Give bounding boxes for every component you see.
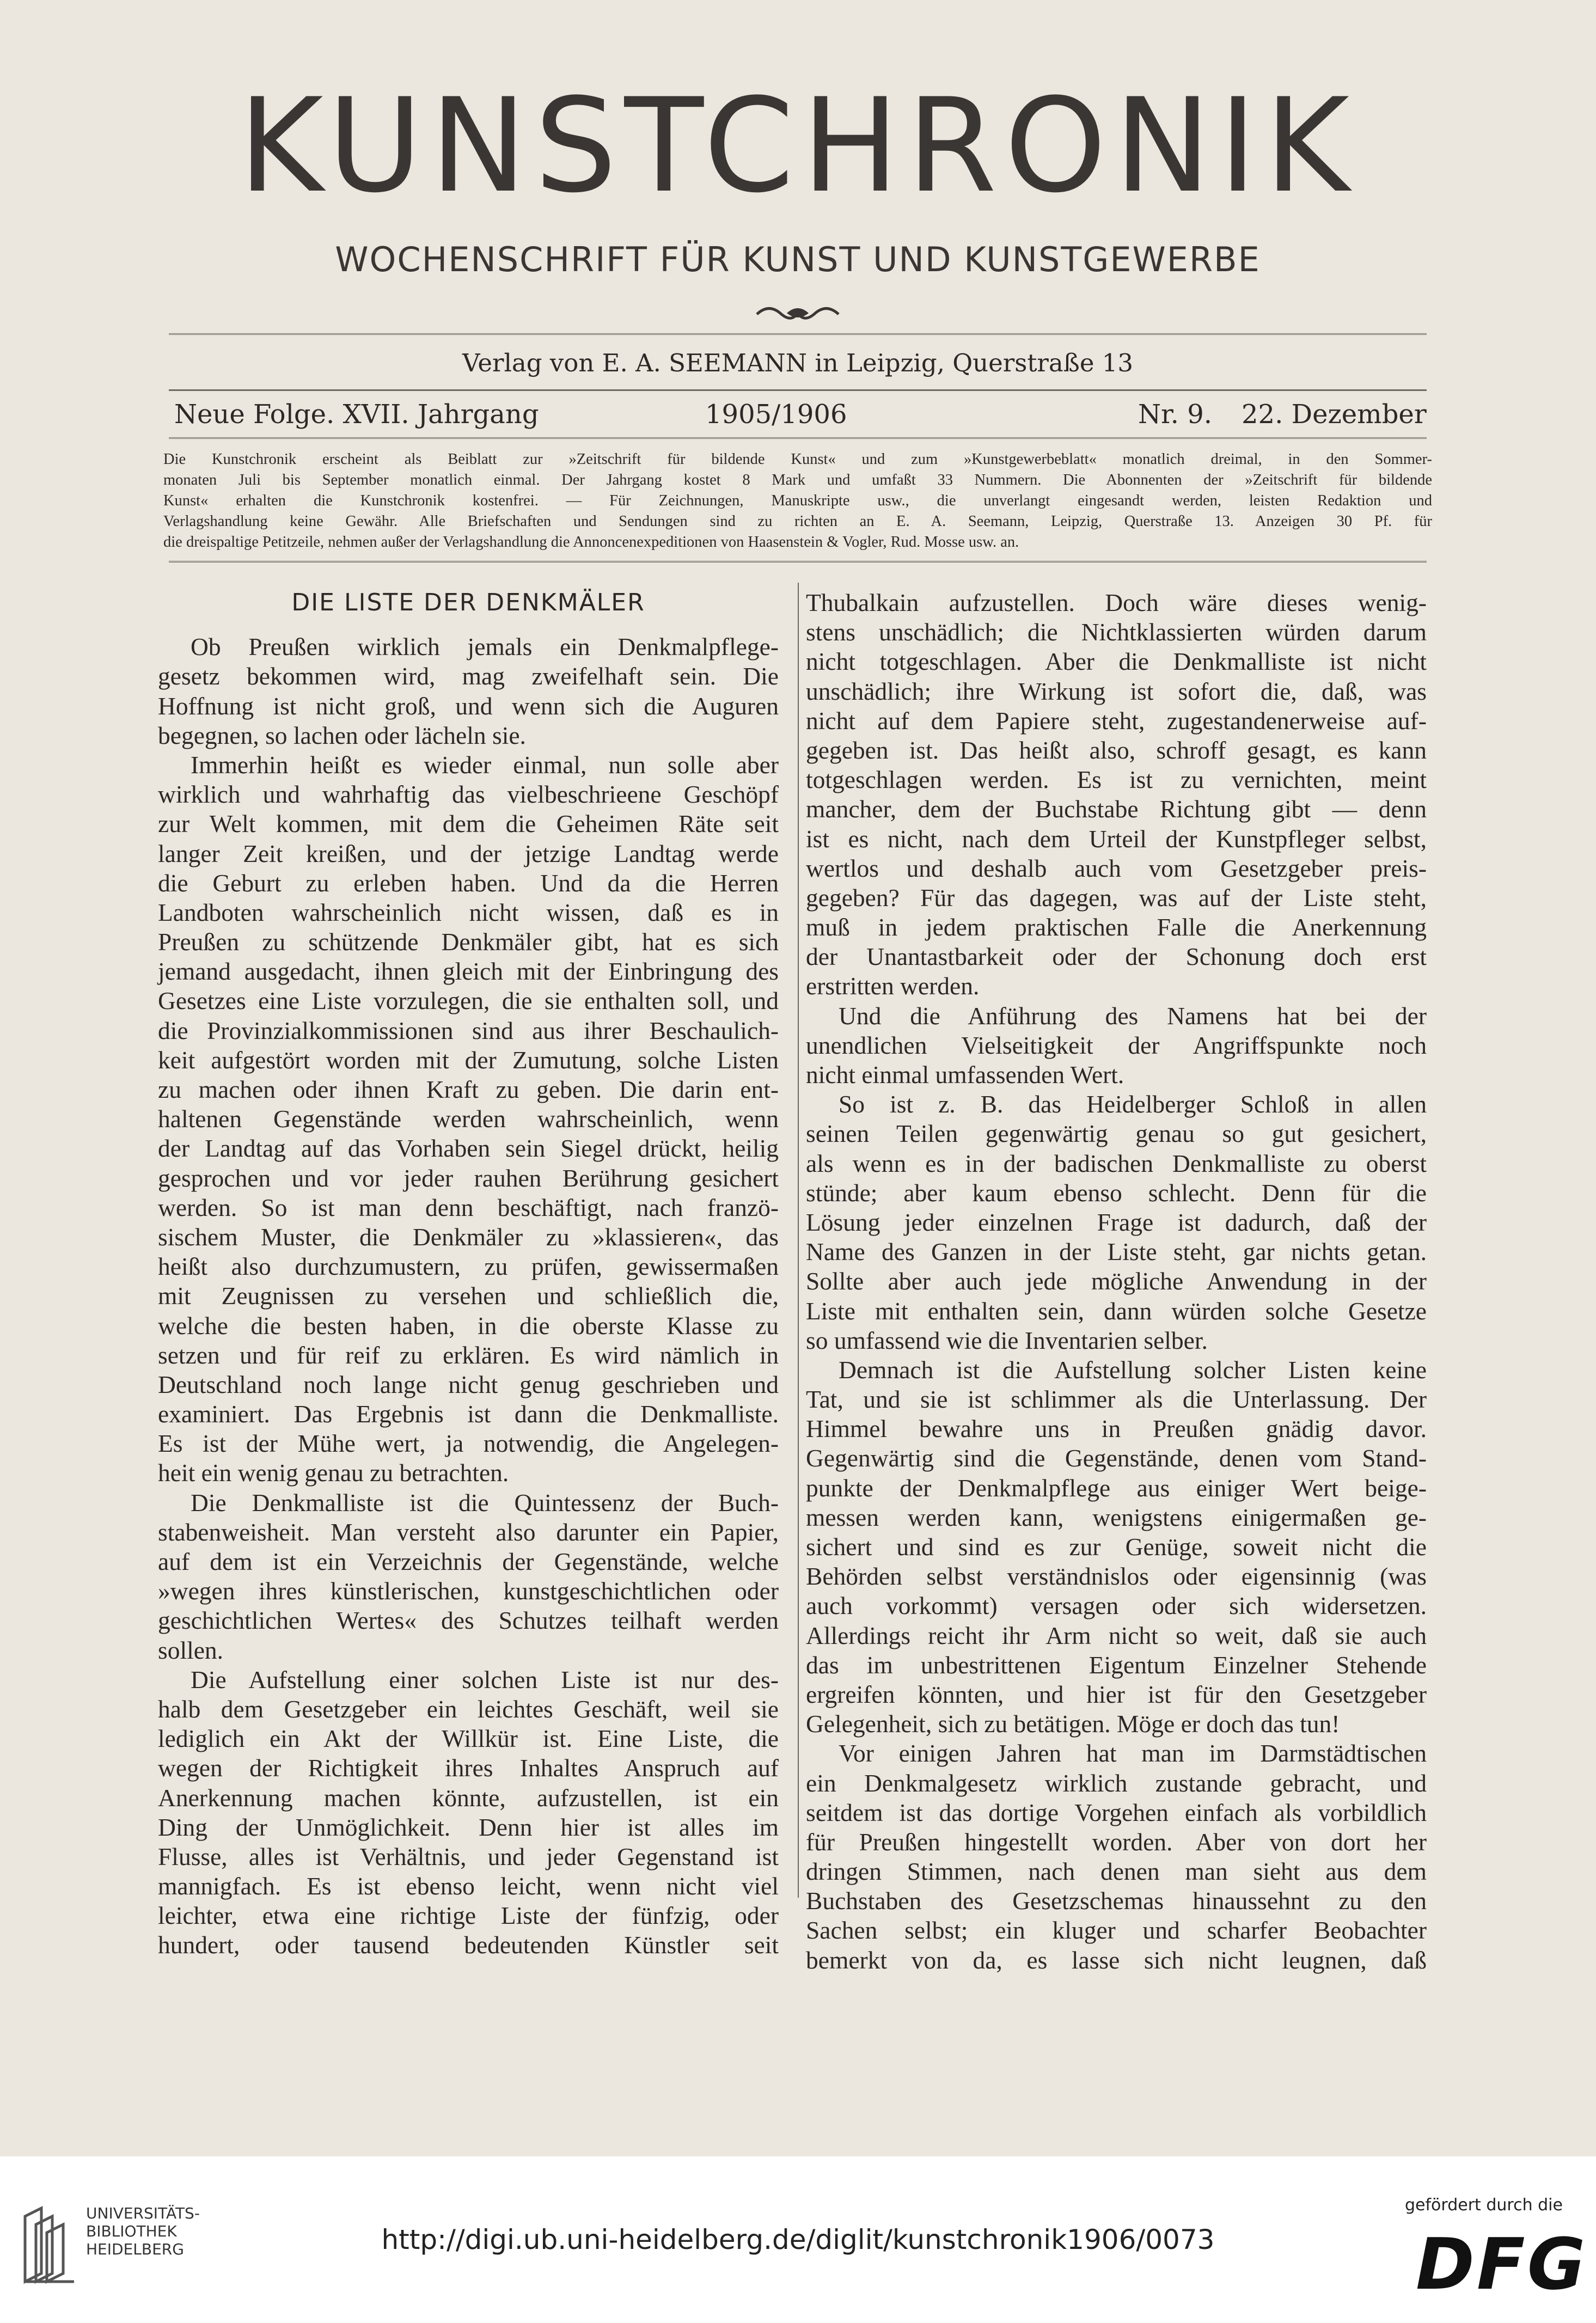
dfg-logo: DFG: [1416, 2223, 1588, 2306]
rule-top: [169, 333, 1427, 338]
text-line: sischem Muster, die Denkmäler zu »klassieren«, das: [158, 1222, 779, 1251]
text-line: Allerdings reicht ihr Arm nicht so weit, daß sie auch: [806, 1621, 1427, 1649]
text-line: Flusse, alles ist Verhältnis, und jeder Gegenstand ist: [158, 1842, 779, 1870]
text-line: heit ein wenig genau zu betrachten.: [158, 1459, 509, 1487]
text-line: bemerkt von da, es lasse sich nicht leugnen, daß: [806, 1946, 1427, 1974]
text-line: messen werden kann, wenigstens einigermaßen ge-: [806, 1503, 1427, 1531]
ornament-icon: [754, 302, 841, 324]
text-line: seinen Teilen gegenwärtig genau so gut gesichert,: [806, 1120, 1427, 1148]
text-line: heißt also durchzumustern, zu prüfen, gewissermaßen: [158, 1252, 779, 1281]
issue-series: Neue Folge. XVII. Jahrgang: [174, 399, 539, 430]
text-line: die Provinzialkommissionen sind aus ihrer Beschaulich-: [158, 1016, 779, 1044]
text-line: werden. So ist man denn beschäftigt, nach franzö-: [158, 1193, 779, 1221]
text-line: So ist z. B. das Heidelberger Schloß in allen: [839, 1090, 1427, 1118]
text-line: Lösung jeder einzelnen Frage ist dadurch, daß der: [806, 1208, 1427, 1236]
text-line: nicht totgeschlagen. Aber die Denkmalliste ist nicht: [806, 647, 1427, 676]
text-line: ein Denkmalgesetz wirklich zustande gebracht, und: [806, 1769, 1427, 1797]
text-line: Die Denkmalliste ist die Quintessenz der Buch-: [191, 1488, 779, 1517]
text-line: dringen Stimmen, nach denen man sieht aus dem: [806, 1857, 1427, 1886]
text-line: mancher, dem der Buchstabe Richtung gibt — denn: [806, 795, 1427, 823]
text-line: lediglich ein Akt der Willkür ist. Eine Liste, die: [158, 1725, 779, 1753]
text-line: Gegenwärtig sind die Gegenstände, denen vom Stand-: [806, 1444, 1427, 1472]
text-line: halb dem Gesetzgeber ein leichtes Geschäft, weil sie: [158, 1695, 779, 1723]
text-line: haltenen Gegenstände werden wahrscheinlich, wenn: [158, 1105, 779, 1133]
notice-line: monaten Juli bis September monatlich einmal. Der Jahrgang kostet 8 Mark und umfaßt 33 Nummern. Die Abonnenten der »Zeitschrift für bildende: [163, 472, 1432, 488]
text-line: Tat, und sie ist schlimmer als die Unterlassung. Der: [806, 1385, 1427, 1414]
text-line: ist es nicht, nach dem Urteil der Kunstpfleger selbst,: [806, 824, 1427, 853]
article-column-right: [806, 588, 1427, 1975]
issue-date: 22. Dezember: [1242, 399, 1427, 430]
text-line: das im unbestrittenen Eigentum Einzelner Stehende: [806, 1650, 1427, 1679]
text-line: gegeben ist. Das heißt also, schroff gesagt, es kann: [806, 736, 1427, 764]
text-line: leichter, etwa eine richtige Liste der fünfzig, oder: [158, 1902, 779, 1930]
article-heading: DIE LISTE DER DENKMÄLER: [291, 589, 645, 616]
library-line: BIBLIOTHEK: [86, 2222, 177, 2240]
text-line: unendlichen Vielseitigkeit der Angriffspunkte noch: [806, 1031, 1427, 1059]
journal-title: KUNSTCHRONIK: [238, 71, 1357, 222]
text-line: Ob Preußen wirklich jemals ein Denkmalpflege-: [191, 633, 779, 661]
text-line: der Unantastbarkeit oder der Schonung doch erst: [806, 943, 1427, 971]
text-line: auf dem ist ein Verzeichnis der Gegenstände, welche: [158, 1548, 779, 1575]
text-line: Name des Ganzen in der Liste steht, gar nichts getan.: [806, 1238, 1427, 1266]
text-line: punkte der Denkmalpflege aus einiger Wert beige-: [806, 1474, 1427, 1502]
text-line: Demnach ist die Aufstellung solcher Listen keine: [839, 1355, 1427, 1384]
text-line: gegeben? Für das dagegen, was auf der Liste steht,: [806, 883, 1427, 912]
text-line: hundert, oder tausend bedeutenden Künstler seit: [158, 1931, 779, 1959]
notice-line: Verlagshandlung keine Gewähr. Alle Briefschaften und Sendungen sind zu richten an E. A. Seemann, Leipzig, Querstraße 13. Anzeigen 30 Pf. für: [163, 513, 1432, 530]
text-line: Himmel bewahre uns in Preußen gnädig davor.: [806, 1415, 1427, 1443]
text-line: Immerhin heißt es wieder einmal, nun solle aber: [191, 750, 779, 779]
text-line: keit aufgestört worden mit der Zumutung, solche Listen: [158, 1046, 779, 1074]
text-line: geschichtlichen Wertes« des Schutzes teilhaft werden: [158, 1606, 779, 1635]
text-line: mit Zeugnissen zu versehen und schließlich die,: [158, 1282, 779, 1310]
text-line: wegen der Richtigkeit ihres Inhaltes Anspruch auf: [158, 1754, 779, 1782]
text-line: »wegen ihres künstlerischen, kunstgeschichtlichen oder: [158, 1577, 779, 1605]
text-line: für Preußen hingestellt worden. Aber von dort her: [806, 1827, 1427, 1856]
text-line: so umfassend wie die Inventarien selber.: [806, 1326, 1208, 1354]
text-line: sollen.: [158, 1636, 224, 1664]
text-line: Hoffnung ist nicht groß, und wenn sich die Auguren: [158, 692, 779, 720]
text-line: Sollte aber auch jede mögliche Anwendung in der: [806, 1267, 1427, 1295]
text-line: jemand ausgedacht, ihnen gleich mit der Einbringung des: [158, 957, 779, 986]
text-line: Deutschland noch lange nicht genug geschrieben und: [158, 1370, 779, 1398]
text-line: Die Aufstellung einer solchen Liste ist nur des-: [191, 1665, 779, 1694]
text-line: gesetz bekommen wird, mag zweifelhaft sein. Die: [158, 662, 779, 690]
text-line: Vor einigen Jahren hat man im Darmstädtischen: [839, 1739, 1427, 1768]
text-line: Liste mit enthalten sein, dann würden solche Gesetze: [806, 1297, 1427, 1325]
text-line: stabenweisheit. Man versteht also darunter ein Papier,: [158, 1518, 779, 1546]
text-line: zu machen oder ihnen Kraft zu geben. Die darin ent-: [158, 1075, 779, 1103]
text-line: Landboten wahrscheinlich nicht wissen, daß es in: [158, 898, 779, 926]
text-line: seitdem ist das dortige Vorgehen einfach als vorbildlich: [806, 1798, 1427, 1826]
column-divider: [798, 583, 799, 1898]
rule-notice-bottom: [169, 561, 1427, 566]
text-line: nicht einmal umfassenden Wert.: [806, 1061, 1124, 1089]
text-line: Gelegenheit, sich zu betätigen. Möge er doch das tun!: [806, 1710, 1340, 1738]
digitization-url-link[interactable]: http://digi.ub.uni-heidelberg.de/diglit/kunstchronik1906/0073: [381, 2224, 1215, 2255]
text-line: langer Zeit kreißen, und der jetzige Landtag werde: [158, 839, 779, 867]
text-line: nicht auf dem Papiere steht, zugestandenerweise auf-: [806, 706, 1427, 735]
text-line: Thubalkain aufzustellen. Doch wäre dieses wenig-: [806, 589, 1427, 616]
text-line: Sachen selbst; ein kluger und scharfer Beobachter: [806, 1916, 1427, 1945]
text-line: wirklich und wahrhaftig das vielbeschrieene Geschöpf: [158, 780, 779, 809]
text-line: sichert und sind es zur Genüge, soweit nicht die: [806, 1533, 1427, 1561]
text-line: totgeschlagen werden. Es ist zu vernichten, meint: [806, 766, 1427, 794]
text-line: setzen und für reif zu erklären. Es wird nämlich in: [158, 1341, 779, 1369]
library-line: UNIVERSITÄTS-: [86, 2204, 200, 2222]
text-line: Anerkennung machen könnte, aufzustellen, ist ein: [158, 1783, 779, 1812]
text-line: Und die Anführung des Namens hat bei der: [839, 1001, 1427, 1030]
funding-note: gefördert durch die: [1405, 2196, 1563, 2215]
text-line: Ding der Unmöglichkeit. Denn hier ist alles im: [158, 1813, 779, 1841]
text-line: auch vorkommt) versagen oder sich widersetzen.: [806, 1592, 1427, 1620]
library-line: HEIDELBERG: [86, 2240, 184, 2258]
text-line: ergreifen könnten, und hier ist für den Gesetzgeber: [806, 1680, 1427, 1708]
text-line: welche die besten haben, in die oberste Klasse zu: [158, 1311, 779, 1340]
notice-line: die dreispaltige Petitzeile, nehmen außer der Verlagshandlung die Annoncenexpeditionen von Haasenstein & Vogler, Rud. Mosse usw. an.: [163, 534, 1019, 551]
notice-line: Kunst« erhalten die Kunstchronik kostenfrei. — Für Zeichnungen, Manuskripte usw., die unverlangt eingesandt werden, leisten Redaktion und: [163, 492, 1432, 509]
issue-number: Nr. 9.: [1138, 399, 1212, 430]
text-line: unschädlich; ihre Wirkung ist sofort die, daß, was: [806, 677, 1427, 705]
text-line: Behörden selbst verständnislos oder eigensinnig (was: [806, 1562, 1427, 1591]
text-line: als wenn es in der badischen Denkmalliste zu oberst: [806, 1149, 1427, 1177]
subscription-notice: [163, 449, 1432, 553]
heading-spacer: [158, 618, 779, 632]
rule-issue-bottom: [169, 437, 1427, 442]
text-line: der Landtag auf das Vorhaben sein Siegel drückt, heilig: [158, 1134, 779, 1163]
rule-issue-top: [169, 389, 1427, 391]
text-line: stens unschädlich; die Nichtklassierten würden darum: [806, 618, 1427, 646]
text-line: wertlos und deshalb auch vom Gesetzgeber preis-: [806, 854, 1427, 882]
text-line: begegnen, so lachen oder lächeln sie.: [158, 721, 526, 749]
text-line: stünde; aber kaum ebenso schlecht. Denn für die: [806, 1178, 1427, 1207]
text-line: mannigfach. Es ist ebenso leicht, wenn nicht viel: [158, 1872, 779, 1900]
text-line: Es ist der Mühe wert, ja notwendig, die Angelegen-: [158, 1429, 779, 1458]
issue-years: 1905/1906: [705, 399, 847, 430]
text-line: gesprochen und vor jeder rauhen Berührung gesichert: [158, 1164, 779, 1192]
text-line: Gesetzes eine Liste vorzulegen, die sie enthalten soll, und: [158, 987, 779, 1015]
text-line: examiniert. Das Ergebnis ist dann die Denkmalliste.: [158, 1400, 779, 1428]
article-column-left: [158, 588, 779, 1960]
text-line: Preußen zu schützende Denkmäler gibt, hat es sich: [158, 928, 779, 956]
text-line: erstritten werden.: [806, 972, 980, 1000]
text-line: die Geburt zu erleben haben. Und da die Herren: [158, 869, 779, 897]
journal-subtitle: WOCHENSCHRIFT FÜR KUNST UND KUNSTGEWERBE: [335, 240, 1261, 279]
text-line: zur Welt kommen, mit dem die Geheimen Räte seit: [158, 810, 779, 838]
publisher-line: Verlag von E. A. SEEMANN in Leipzig, Querstraße 13: [462, 349, 1134, 377]
notice-line: Die Kunstchronik erscheint als Beiblatt zur »Zeitschrift für bildende Kunst« und zum »Kunstgewerbeblatt« monatlich dreimal, in den Sommer-: [163, 451, 1432, 468]
text-line: muß in jedem praktischen Falle die Anerkennung: [806, 913, 1427, 942]
text-line: Buchstaben des Gesetzschemas hinaussehnt zu den: [806, 1887, 1427, 1915]
